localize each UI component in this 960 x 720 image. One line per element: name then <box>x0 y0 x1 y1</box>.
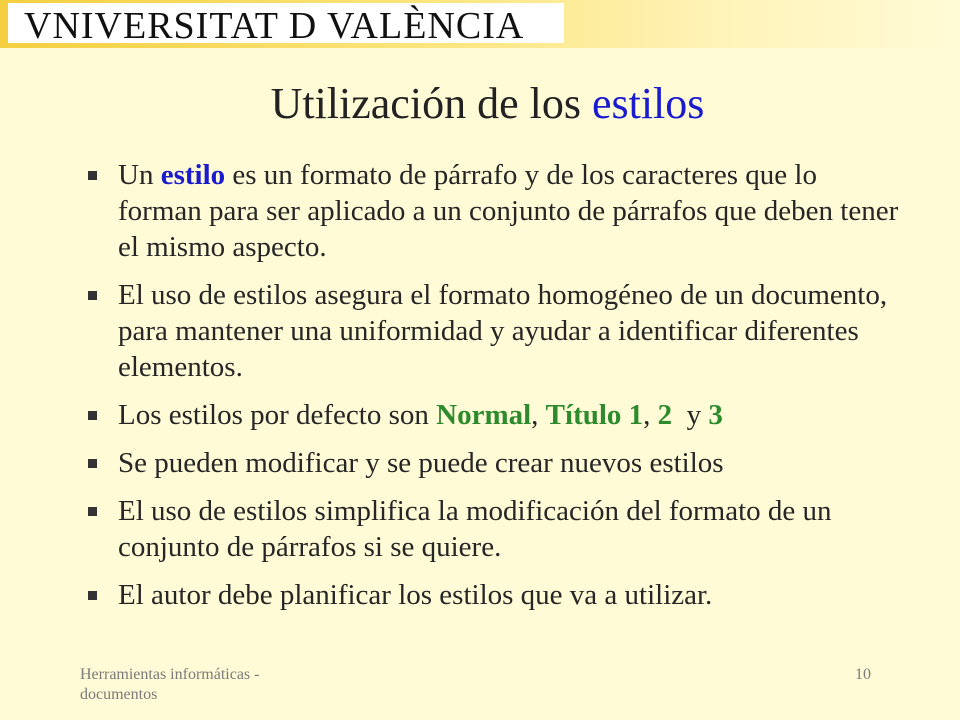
bullet-text-pre: Un <box>118 159 161 191</box>
university-logo <box>8 3 564 47</box>
bullet-text-pre: Los estilos por defecto son <box>118 399 437 431</box>
square-bullet-icon <box>88 507 97 516</box>
bullet-list <box>80 157 900 625</box>
slide-title <box>0 78 960 130</box>
bullet-item <box>80 445 900 481</box>
bullet-item <box>80 493 900 565</box>
bullet-text: Se pueden modificar y se puede crear nuevos estilos <box>118 447 724 479</box>
bullet-highlight: estilo <box>160 159 226 191</box>
university-logo-text: VNIVERSITAT D VALÈNCIA <box>24 5 525 47</box>
bullet-separator: , <box>643 399 658 431</box>
square-bullet-icon <box>88 411 97 420</box>
bullet-text: El uso de estilos asegura el formato homogéneo de un documento, para mantener una uniformidad y ayudar a identificar diferentes elementos. <box>118 279 888 383</box>
square-bullet-icon <box>88 591 97 600</box>
bullet-text: El uso de estilos simplifica la modificación del formato de un conjunto de párrafos si se quiere. <box>118 495 832 563</box>
bullet-item <box>80 397 900 433</box>
bullet-text-post: es un formato de párrafo y de los caracteres que lo forman para ser aplicado a un conjunto de párrafos que deben tener el mismo aspecto. <box>118 159 899 263</box>
bullet-separator: y <box>672 399 709 431</box>
style-name-2: 2 <box>657 399 673 431</box>
slide-title-part1: Utilización de los <box>270 79 592 128</box>
header-band <box>0 0 960 48</box>
bullet-item <box>80 277 900 385</box>
bullet-text: El autor debe planificar los estilos que va a utilizar. <box>118 579 713 611</box>
square-bullet-icon <box>88 459 97 468</box>
bullet-separator: , <box>531 399 546 431</box>
style-name-titulo1: Título 1 <box>545 399 644 431</box>
style-name-normal: Normal <box>436 399 532 431</box>
bullet-item <box>80 157 900 265</box>
slide-title-highlight: estilos <box>591 79 705 128</box>
square-bullet-icon <box>88 291 97 300</box>
style-name-3: 3 <box>708 399 723 431</box>
square-bullet-icon <box>88 171 97 180</box>
footer-page-number: 10 <box>855 666 871 683</box>
footer-course-title: Herramientas informáticas - documentos <box>80 666 260 703</box>
bullet-item <box>80 577 900 613</box>
